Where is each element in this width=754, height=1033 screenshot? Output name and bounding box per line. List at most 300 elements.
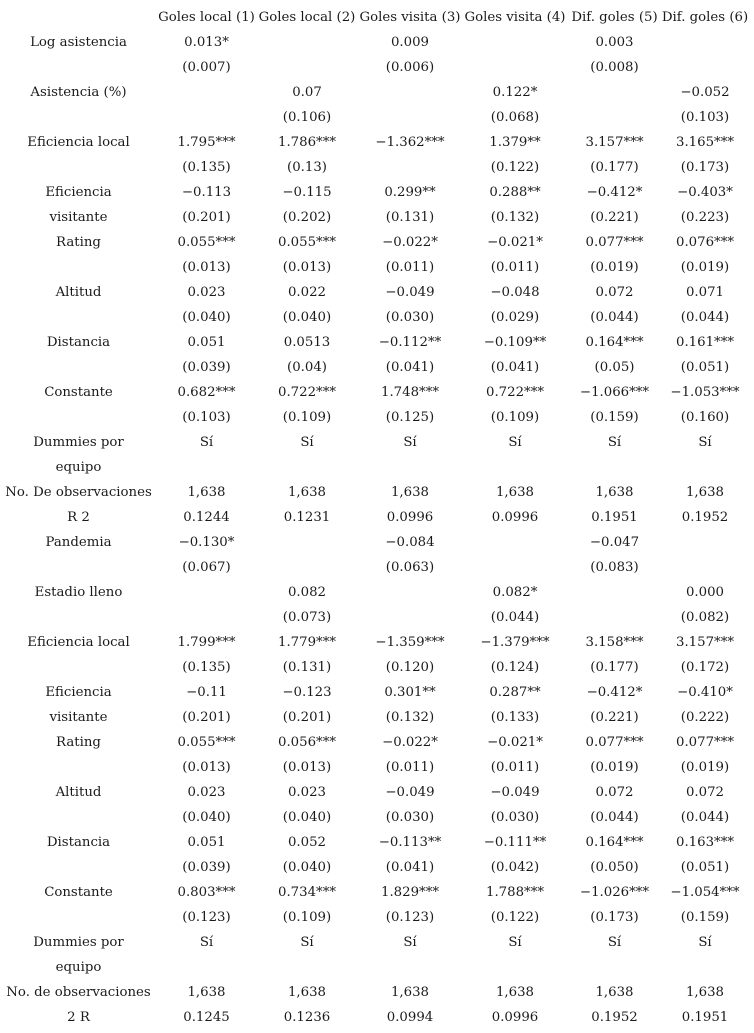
row-label: Distancia [46,335,111,350]
table-cell: (0.125) [385,410,435,425]
table-cell: (0.007) [182,60,231,75]
table-cell: (0.222) [680,710,730,725]
table-cell: 0.055*** [277,235,336,250]
table-cell [157,105,256,130]
row-label: Eficiencia [45,185,112,200]
table-row [0,480,749,505]
table-cell: 0.051 [187,335,226,350]
table-cell: (0.019) [590,760,639,775]
table-cell: 0.1951 [681,1010,729,1025]
row-label [0,255,157,280]
table-cell [358,580,462,605]
table-row [0,280,749,305]
table-row [0,130,749,155]
row-label: equipo [55,460,102,475]
table-cell: 0.1952 [591,1010,638,1025]
table-cell: (0.131) [282,660,332,675]
table-cell: 0.023 [187,785,226,800]
table-cell: −1.054*** [670,885,740,900]
table-cell [462,55,568,80]
table-cell: Sí [698,435,712,450]
table-cell [462,530,568,555]
table-cell: (0.135) [182,660,231,675]
table-cell [256,555,358,580]
table-cell [568,105,661,130]
table-cell [568,455,661,480]
table-cell: 1,638 [595,985,634,1000]
table-cell: (0.083) [590,560,639,575]
table-cell [157,955,256,980]
row-label: Eficiencia local [27,135,130,150]
table-cell: 0.734*** [277,885,336,900]
table-cell: Sí [508,435,522,450]
table-row [0,530,749,555]
table-cell: 1,638 [390,485,430,500]
table-cell: −0.021* [487,735,543,750]
table-cell: −0.412* [586,685,643,700]
table-row [0,930,749,955]
table-cell: (0.132) [385,710,435,725]
row-label: visitante [49,210,108,225]
table-cell [256,955,358,980]
header-cell-dif-goles-5: Dif. goles (5) [571,10,658,25]
table-cell [358,605,462,630]
table-cell: (0.067) [182,560,231,575]
table-cell: (0.051) [680,860,730,875]
table-cell: 0.0513 [283,335,331,350]
table-cell: 0.013* [184,35,229,50]
table-cell: 0.022 [287,285,327,300]
table-cell: 1,638 [390,985,430,1000]
table-cell [568,955,661,980]
table-cell [256,30,358,55]
table-row [0,705,749,730]
row-label [0,655,157,680]
table-cell: (0.011) [490,760,540,775]
table-cell: (0.103) [680,110,730,125]
row-label [0,305,157,330]
table-cell: (0.013) [282,760,332,775]
row-label: Eficiencia local [27,635,130,650]
table-cell: (0.159) [680,910,730,925]
table-cell [157,80,256,105]
table-cell: (0.173) [590,910,639,925]
table-cell: −0.048 [490,285,540,300]
table-cell: (0.030) [385,310,435,325]
table-cell: (0.011) [385,260,435,275]
table-row [0,155,749,180]
table-cell: (0.201) [182,710,231,725]
table-cell: Sí [403,935,417,950]
table-cell: Sí [403,435,417,450]
row-label: Pandemia [45,535,112,550]
table-row [0,580,749,605]
table-cell: 0.077*** [585,735,644,750]
table-cell: (0.041) [490,360,540,375]
table-cell: −1.053*** [670,385,740,400]
row-label: Rating [56,235,101,250]
table-cell [462,455,568,480]
table-cell: 0.722*** [277,385,336,400]
table-cell: −0.049 [385,785,435,800]
header-cell-dif-goles-6: Dif. goles (6) [661,10,749,25]
row-label: R 2 [67,510,90,525]
table-cell: 0.055*** [177,735,236,750]
table-row [0,405,749,430]
table-cell: Sí [300,935,314,950]
table-cell: (0.051) [680,360,730,375]
table-cell: −0.021* [487,235,543,250]
row-label [0,55,157,80]
table-cell: Sí [199,935,214,950]
header-cell-goles-visita-3: Goles visita (3) [359,10,461,25]
table-cell: (0.013) [182,760,231,775]
table-cell: 1.799*** [177,635,236,650]
table-cell: −0.113 [181,185,232,200]
table-cell [462,30,568,55]
table-cell: 1,638 [187,985,226,1000]
table-cell [661,555,749,580]
table-cell: (0.030) [490,810,540,825]
table-row [0,605,749,630]
table-cell: (0.135) [182,160,231,175]
table-cell: (0.221) [590,210,639,225]
table-cell: 0.1244 [183,510,230,525]
table-cell: 0.722*** [485,385,544,400]
table-cell: (0.201) [282,710,332,725]
row-label: equipo [55,960,102,975]
row-label: visitante [49,710,108,725]
table-cell [462,555,568,580]
table-row [0,55,749,80]
table-cell: 0.122* [492,85,538,100]
table-row [0,355,749,380]
table-row [0,80,749,105]
row-label: Asistencia (%) [30,85,127,100]
table-cell: −0.022* [382,735,438,750]
table-row [0,655,749,680]
table-cell: (0.177) [590,160,639,175]
table-cell: (0.159) [590,410,639,425]
table-cell: (0.223) [680,210,730,225]
row-label: Dummies por [33,935,124,950]
table-cell: −0.130* [178,535,235,550]
table-cell: −0.112** [378,335,442,350]
table-cell: (0.044) [680,810,730,825]
table-cell: (0.042) [490,860,540,875]
row-label [0,555,157,580]
header-row [0,5,749,30]
table-cell: 0.299** [384,185,436,200]
table-cell: (0.103) [182,410,231,425]
table-cell: (0.073) [282,610,332,625]
table-cell: 1,638 [287,485,327,500]
row-label: Eficiencia [45,685,112,700]
table-cell: 3.157*** [675,635,734,650]
table-cell: (0.122) [490,160,540,175]
header-cell-goles-local-2: Goles local (2) [258,10,356,25]
row-label [0,855,157,880]
table-cell: −0.11 [186,685,227,700]
table-cell: (0.202) [282,210,332,225]
table-cell: (0.132) [490,210,540,225]
table-cell: 0.056*** [277,735,336,750]
header-cell-goles-local-1: Goles local (1) [158,10,255,25]
table-cell: (0.011) [490,260,540,275]
table-row [0,380,749,405]
table-cell: Sí [698,935,712,950]
table-cell: −0.113** [378,835,442,850]
table-cell: 1.829*** [380,885,439,900]
table-cell [157,605,256,630]
table-cell: (0.124) [490,660,540,675]
table-row [0,630,749,655]
table-cell: (0.082) [680,610,730,625]
table-cell: 0.009 [390,35,430,50]
row-label [0,755,157,780]
row-label: Estadio lleno [34,585,123,600]
table-cell [661,455,749,480]
table-cell: 0.682*** [177,385,236,400]
table-cell: −1.359*** [375,635,445,650]
table-cell: (0.123) [385,910,435,925]
table-cell: 0.0996 [491,510,539,525]
table-cell: 0.000 [685,585,725,600]
table-cell: 0.023 [287,785,327,800]
header-cell-stub [0,5,157,30]
table-cell: 0.055*** [177,235,236,250]
table-cell: (0.05) [594,360,635,375]
table-cell: 0.288** [489,185,541,200]
table-cell [568,605,661,630]
table-cell: (0.131) [385,210,435,225]
table-cell: (0.019) [680,260,730,275]
table-cell: 1.779*** [277,635,336,650]
table-cell: 0.082 [287,585,327,600]
table-body [0,30,749,1030]
table-cell: 0.301** [384,685,436,700]
table-cell: −0.410* [677,685,733,700]
table-cell: 1,638 [187,485,226,500]
table-cell: Sí [607,935,622,950]
table-cell: (0.013) [282,260,332,275]
table-row [0,905,749,930]
table-row [0,430,749,455]
table-row [0,780,749,805]
table-cell: (0.122) [490,910,540,925]
table-cell: 3.165*** [675,135,734,150]
row-label: 2 R [67,1010,90,1025]
table-cell: −0.022* [382,235,438,250]
table-cell: 0.076*** [675,235,734,250]
table-cell: −0.403* [677,185,733,200]
table-cell: 3.157*** [585,135,644,150]
table-row [0,805,749,830]
row-label: No. De observaciones [5,485,152,500]
table-cell [462,955,568,980]
table-cell: 0.0994 [386,1010,434,1025]
table-cell: 0.051 [187,835,226,850]
table-cell: 1.795*** [177,135,236,150]
row-label: Distancia [46,835,111,850]
table-cell: (0.030) [385,810,435,825]
table-cell: −0.111** [483,835,547,850]
table-cell [256,530,358,555]
row-label: Rating [56,735,101,750]
table-row [0,180,749,205]
table-cell: (0.106) [282,110,332,125]
table-cell: (0.120) [385,660,435,675]
row-label [0,405,157,430]
table-cell: (0.041) [385,860,435,875]
row-label: Altitud [55,285,102,300]
table-cell: (0.109) [490,410,540,425]
row-label [0,355,157,380]
table-cell: (0.044) [680,310,730,325]
row-label [0,805,157,830]
table-cell: (0.050) [590,860,639,875]
table-cell: 1,638 [595,485,634,500]
table-cell: −0.052 [680,85,730,100]
table-cell: Sí [607,435,622,450]
table-cell: Sí [199,435,214,450]
table-row [0,880,749,905]
row-label: Constante [44,885,113,900]
table-cell [358,105,462,130]
table-cell: (0.109) [282,410,332,425]
table-cell: 0.072 [685,785,725,800]
table-cell [568,580,661,605]
table-cell: −0.084 [385,535,435,550]
table-cell [358,455,462,480]
table-cell [157,580,256,605]
table-cell [661,955,749,980]
table-cell: −1.379*** [480,635,550,650]
row-label [0,905,157,930]
table-cell: (0.041) [385,360,435,375]
table-row [0,730,749,755]
table-cell: 0.052 [287,835,327,850]
table-cell: (0.040) [282,860,332,875]
table-cell [661,30,749,55]
row-label [0,605,157,630]
table-row [0,680,749,705]
table-cell: (0.011) [385,760,435,775]
table-cell: Sí [508,935,522,950]
table-cell: (0.201) [182,210,231,225]
table-cell: 0.1236 [283,1010,331,1025]
table-cell: 0.071 [685,285,725,300]
table-cell: (0.109) [282,910,332,925]
table-cell: 0.072 [595,785,634,800]
table-cell: (0.008) [590,60,639,75]
table-cell: −0.115 [282,185,332,200]
table-cell: 0.072 [595,285,634,300]
table-cell [256,455,358,480]
table-cell: (0.040) [282,310,332,325]
table-cell: −1.066*** [579,385,650,400]
table-cell: 1.788*** [485,885,544,900]
table-row [0,205,749,230]
table-cell [256,55,358,80]
row-label: Log asistencia [30,35,127,50]
table-cell: (0.044) [590,310,639,325]
table-cell: (0.172) [680,660,730,675]
table-cell: 0.164*** [585,335,644,350]
row-label: No. de observaciones [6,985,151,1000]
table-cell [358,955,462,980]
table-row [0,505,749,530]
table-row [0,455,749,480]
table-cell: (0.13) [287,160,327,175]
table-cell: 0.003 [595,35,634,50]
table-row [0,305,749,330]
table-cell: −0.049 [490,785,540,800]
table-cell: (0.019) [680,760,730,775]
table-row [0,105,749,130]
table-cell: 0.077*** [585,235,644,250]
table-cell: (0.013) [182,260,231,275]
table-row [0,955,749,980]
table-cell: (0.040) [182,310,231,325]
table-cell: (0.068) [490,110,540,125]
table-cell: (0.133) [490,710,540,725]
table-row [0,980,749,1005]
table-cell: (0.029) [490,310,540,325]
table-cell: 3.158*** [585,635,644,650]
table-cell: −0.049 [385,285,435,300]
table-cell: 0.163*** [675,835,734,850]
table-cell: 0.287** [489,685,541,700]
table-cell: 0.023 [187,285,226,300]
table-cell: 0.0996 [386,510,434,525]
table-cell: (0.019) [590,260,639,275]
table-cell: −0.047 [589,535,640,550]
table-cell: 1,638 [495,485,535,500]
table-cell: Sí [300,435,314,450]
table-cell [661,530,749,555]
table-cell: 1.786*** [277,135,336,150]
table-cell: 0.161*** [675,335,734,350]
table-cell: (0.04) [287,360,327,375]
table-cell [661,55,749,80]
table-cell: 0.803*** [177,885,236,900]
table-cell: (0.044) [590,810,639,825]
row-label: Dummies por [33,435,124,450]
table-cell: (0.006) [385,60,435,75]
table-row [0,30,749,55]
table-cell [157,455,256,480]
row-label [0,155,157,180]
table-cell: 1.748*** [380,385,439,400]
table-cell: (0.039) [182,860,231,875]
table-cell: (0.040) [282,810,332,825]
table-cell: −0.109** [483,335,547,350]
row-label: Constante [44,385,113,400]
table-cell: 0.164*** [585,835,644,850]
table-row [0,755,749,780]
table-cell [358,155,462,180]
table-row [0,855,749,880]
table-row [0,1005,749,1030]
row-label [0,105,157,130]
table-cell: 0.077*** [675,735,734,750]
table-cell: (0.040) [182,810,231,825]
table-cell: 0.1231 [283,510,331,525]
table-cell [358,80,462,105]
table-cell: −1.026*** [579,885,650,900]
table-cell: (0.160) [680,410,730,425]
